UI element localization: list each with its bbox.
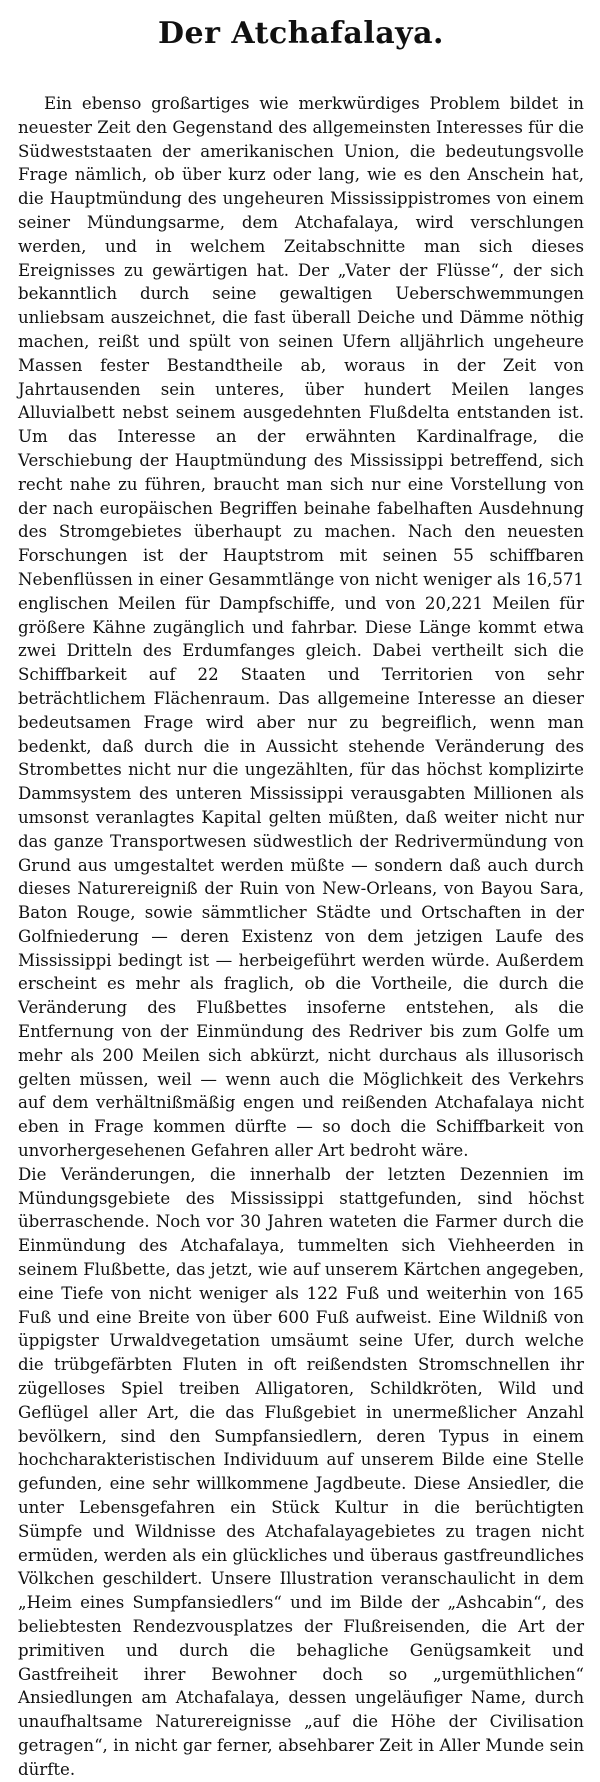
article-paragraph-1: Ein ebenso großartiges wie merkwürdiges Problem bildet in neuester Zeit den Gegenstand des allgemeinsten Interesses für die Südweststaaten der amerikanischen Union, die bedeutungsvolle Frage nämlich, ob über kurz oder lang, wie es den Anschein hat, die Hauptmündung des ungeheuren Mississippistromes von einem seiner Mündungsarme, dem Atchafalaya, wird verschlungen werden, und in welchem Zeitabschnitte man sich dieses Ereignisses zu gewärtigen hat. Der „Vater der Flüsse“, der sich bekanntlich durch seine gewaltigen Ueberschwemmungen unliebsam auszeichnet, die fast überall Deiche und Dämme nöthig machen, reißt und spült von seinen Ufern alljährlich ungeheure Massen fester Bestandtheile ab, woraus in der Zeit von Jahrtausenden sein unteres, über hundert Meilen langes Alluvialbett nebst seinem ausgedehnten Flußdelta entstanden ist. Um das Interesse an der erwähnten Kardinalfrage, die Verschiebung der Hauptmündung des Mississippi betreffend, sich recht nahe zu führen, braucht man sich nur eine Vorstellung von der nach europäischen Begriffen beinahe fabelhaften Ausdehnung des Stromgebietes überhaupt zu machen. Nach den neuesten Forschungen ist der Hauptstrom mit seinen 55 schiffbaren Nebenflüssen in einer Gesammtlänge von nicht weniger als 16,571 englischen Meilen für Dampfschiffe, und von 20,221 Meilen für größere Kähne zugänglich und fahrbar. Diese Länge kommt etwa zwei Dritteln des Erdumfanges gleich. Dabei vertheilt sich die Schiffbarkeit auf 22 Staaten und Territorien von sehr beträchtlichem Flächenraum. Das allgemeine Interesse an dieser bedeutsamen Frage wird aber nur zu begreiflich, wenn man bedenkt, daß durch die in Aussicht stehende Veränderung des Strombettes nicht nur die ungezählten, für das höchst komplizirte Dammsystem des unteren Mississippi verausgabten Millionen als umsonst veranlagtes Kapital gelten müßten, daß weiter nicht nur das ganze Transportwesen südwestlich der Redrivermündung von Grund aus umgestaltet werden müßte — sondern daß auch durch dieses Naturereigniß der Ruin von New-Orleans, von Bayou Sara, Baton Rouge, sowie sämmtlicher Städte und Ortschaften in der Golfniederung — deren Existenz von dem jetzigen Laufe des Mississippi bedingt ist — herbeigeführt werden würde. Außerdem erscheint es mehr als fraglich, ob die Vortheile, die durch die Veränderung des Flußbettes insoferne entstehen, als die Entfernung von der Einmündung des Redriver bis zum Golfe um mehr als 200 Meilen sich abkürzt, nicht durchaus als illusorisch gelten müssen, weil — wenn auch die Möglichkeit des Verkehrs auf dem verhältnißmäßig engen und reißenden Atchafalaya nicht eben in Frage kommen dürfte — so doch die Schiffbarkeit von unvorhergesehenen Gefahren aller Art bedroht wäre. [18, 94, 584, 1161]
article-body [18, 92, 584, 1782]
article-paragraph-2: Die Veränderungen, die innerhalb der letzten Dezennien im Mündungsgebiete des Mississippi stattgefunden, sind höchst überraschende. Noch vor 30 Jahren wateten die Farmer durch die Einmündung des Atchafalaya, tummelten sich Viehheerden in seinem Flußbette, das jetzt, wie auf unserem Kärtchen angegeben, eine Tiefe von nicht weniger als 122 Fuß und weiterhin von 165 Fuß und eine Breite von über 600 Fuß aufweist. Eine Wildniß von üppigster Urwaldvegetation umsäumt seine Ufer, durch welche die trübgefärbten Fluten in oft reißendsten Stromschnellen ihr zügelloses Spiel treiben Alligatoren, Schildkröten, Wild und Geflügel aller Art, die das Flußgebiet in unermeßlicher Anzahl bevölkern, sind den Sumpfansiedlern, deren Typus in einem hochcharakteristischen Individuum auf unserem Bilde eine Stelle gefunden, eine sehr willkommene Jagdbeute. Diese Ansiedler, die unter Lebensgefahren ein Stück Kultur in die berüchtigten Sümpfe und Wildnisse des Atchafalayagebietes zu tragen nicht ermüden, werden als ein glückliches und überaus gastfreundliches Völkchen geschildert. Unsere Illustration veranschaulicht in dem „Heim eines Sumpfansiedlers“ und im Bilde der „Ashcabin“, des beliebtesten Rendezvousplatzes der Flußreisenden, die Art der primitiven und durch die behagliche Genügsamkeit und Gastfreiheit ihrer Bewohner doch so „urgemüthlichen“ Ansiedlungen am Atchafalaya, dessen ungeläufiger Name, durch unaufhaltsame Naturereignisse „auf die Höhe der Civilisation getragen“, in nicht gar ferner, absehbarer Zeit in Aller Munde sein dürfte. [18, 1164, 584, 1779]
article-title: Der Atchafalaya. [158, 16, 444, 51]
